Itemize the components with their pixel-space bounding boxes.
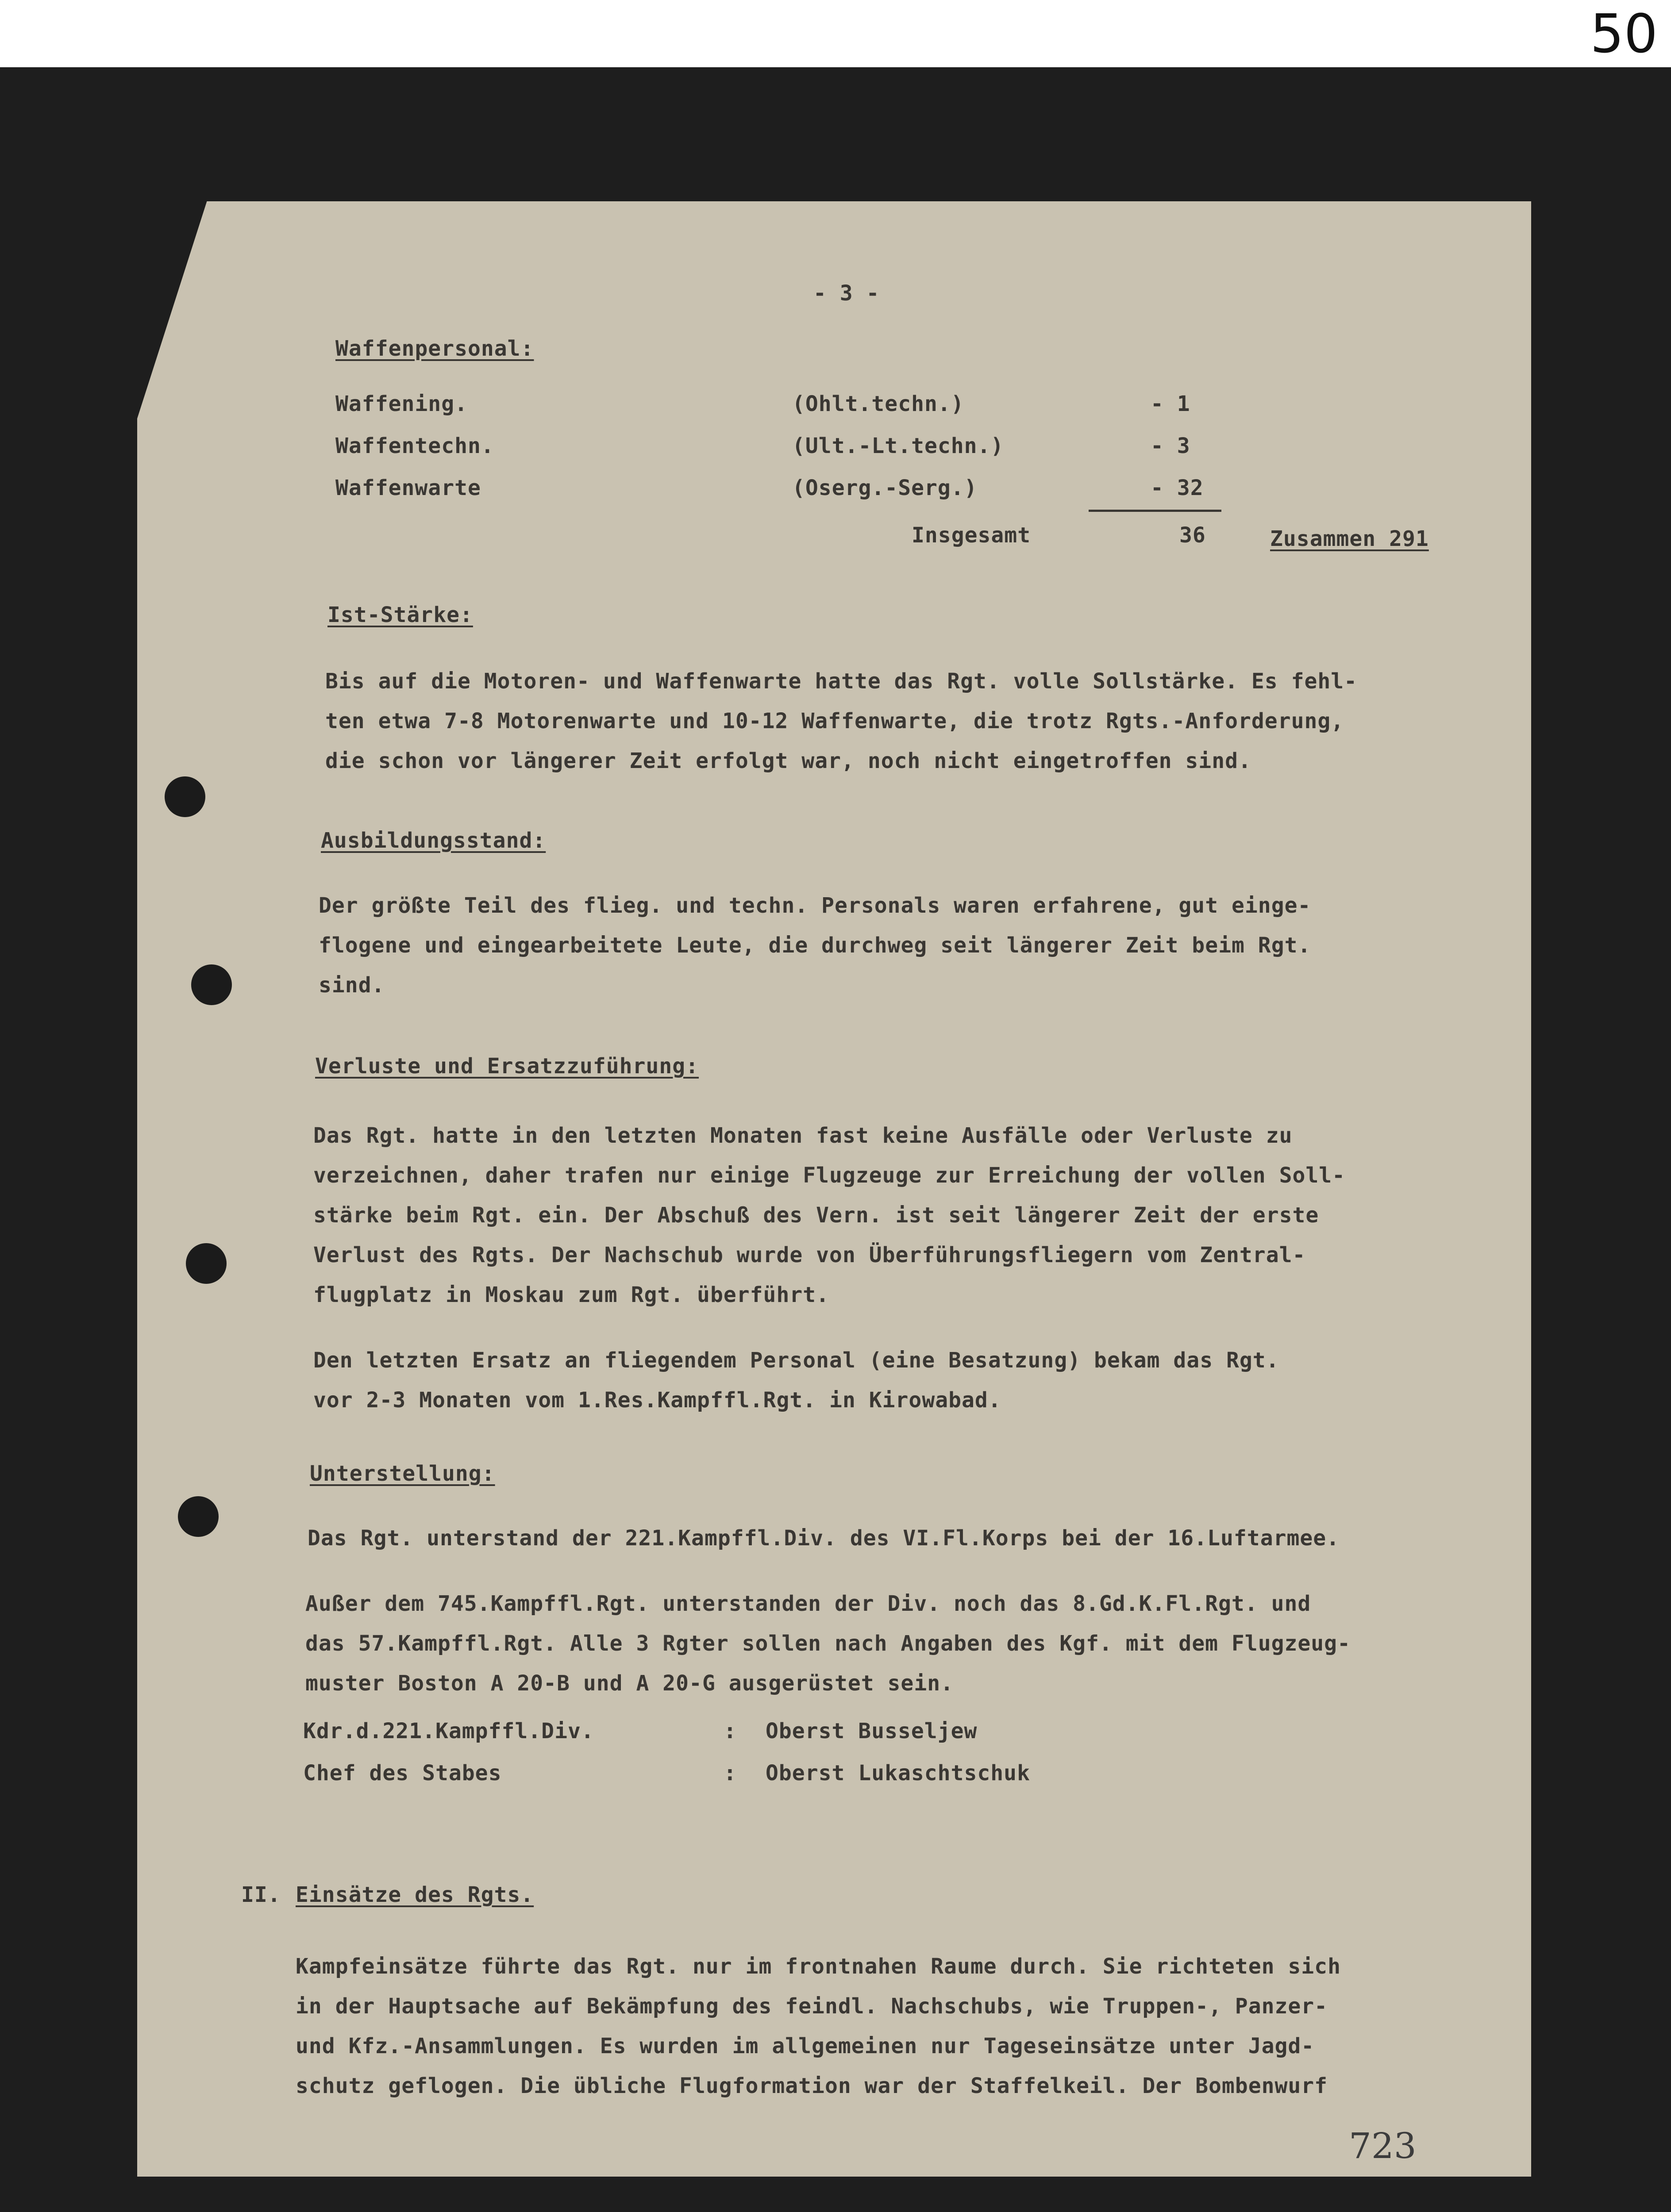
waffen-rank: (Ult.-Lt.techn.) — [792, 434, 1004, 458]
page-header: - 3 - — [813, 281, 880, 306]
unterstellung-text-2 — [305, 1584, 1351, 1703]
ist-staerke-text — [325, 661, 1357, 781]
punch-hole — [186, 1243, 227, 1284]
sum-total: Zusammen 291 — [1270, 526, 1429, 551]
text-line: Der größte Teil des flieg. und techn. Personals waren erfahrene, gut einge- — [319, 893, 1311, 918]
waffenpersonal-heading: Waffenpersonal: — [335, 336, 534, 361]
text-line: schutz geflogen. Die übliche Flugformation war der Staffelkeil. Der Bombenwurf — [296, 2074, 1328, 2098]
waffen-count: - 32 — [1151, 476, 1204, 500]
waffen-role: Waffentechn. — [335, 434, 494, 458]
unterstellung-text — [308, 1518, 1340, 1558]
ausbildung-heading: Ausbildungsstand: — [321, 828, 546, 853]
verluste-text-2 — [313, 1340, 1279, 1420]
text-line: flogene und eingearbeitete Leute, die durchweg seit längerer Zeit beim Rgt. — [319, 933, 1311, 958]
text-line: in der Hauptsache auf Bekämpfung des feindl. Nachschubs, wie Truppen-, Panzer- — [296, 1994, 1328, 2019]
text-line: das 57.Kampffl.Rgt. Alle 3 Rgter sollen nach Angaben des Kgf. mit dem Flugzeug- — [305, 1631, 1351, 1656]
waffen-count: - 1 — [1151, 392, 1190, 416]
text-line: Den letzten Ersatz an fliegendem Personal (eine Besatzung) bekam das Rgt. — [313, 1348, 1279, 1373]
top-bar — [0, 0, 1671, 67]
einsaetze-text — [296, 1947, 1341, 2106]
text-line: sind. — [319, 973, 385, 998]
person-role: Chef des Stabes — [303, 1761, 502, 1786]
text-line: Das Rgt. unterstand der 221.Kampffl.Div. des VI.Fl.Korps bei der 16.Luftarmee. — [308, 1526, 1340, 1551]
text-line: vor 2-3 Monaten vom 1.Res.Kampffl.Rgt. in Kirowabad. — [313, 1388, 1001, 1413]
person-name: Oberst Busseljew — [766, 1719, 978, 1743]
person-role: Kdr.d.221.Kampffl.Div. — [303, 1719, 594, 1743]
waffen-role: Waffenwarte — [335, 476, 481, 500]
text-line: muster Boston A 20-B und A 20-G ausgerüstet sein. — [305, 1671, 954, 1696]
einsaetze-heading: Einsätze des Rgts. — [296, 1882, 534, 1907]
person-separator: : — [724, 1719, 737, 1743]
waffen-count: - 3 — [1151, 434, 1190, 458]
text-line: Außer dem 745.Kampffl.Rgt. unterstanden der Div. noch das 8.Gd.K.Fl.Rgt. und — [305, 1591, 1311, 1616]
verluste-text — [313, 1116, 1345, 1315]
ist-staerke-heading: Ist-Stärke: — [327, 603, 473, 627]
text-line: die schon vor längerer Zeit erfolgt war, noch nicht eingetroffen sind. — [325, 749, 1251, 773]
sum-rule — [1089, 510, 1221, 512]
waffen-rank: (Ohlt.techn.) — [792, 392, 964, 416]
text-line: und Kfz.-Ansammlungen. Es wurden im allgemeinen nur Tageseinsätze unter Jagd- — [296, 2034, 1315, 2058]
text-line: ten etwa 7-8 Motorenwarte und 10-12 Waffenwarte, die trotz Rgts.-Anforderung, — [325, 709, 1344, 733]
ausbildung-text — [319, 886, 1311, 1005]
text-line: flugplatz in Moskau zum Rgt. überführt. — [313, 1283, 830, 1307]
total-value: 36 — [1179, 523, 1206, 548]
verluste-heading: Verluste und Ersatzzuführung: — [315, 1054, 699, 1079]
person-name: Oberst Lukaschtschuk — [766, 1761, 1030, 1786]
person-separator: : — [724, 1761, 737, 1786]
punch-hole — [191, 964, 232, 1005]
text-line: verzeichnen, daher trafen nur einige Flugzeuge zur Erreichung der vollen Soll- — [313, 1163, 1346, 1188]
total-label: Insgesamt — [912, 523, 1031, 548]
scan-page-number: 50 — [1590, 4, 1658, 65]
text-line: Kampfeinsätze führte das Rgt. nur im frontnahen Raume durch. Sie richteten sich — [296, 1954, 1341, 1979]
punch-hole — [178, 1496, 219, 1537]
punch-hole — [165, 776, 205, 817]
text-line: stärke beim Rgt. ein. Der Abschuß des Vern. ist seit längerer Zeit der erste — [313, 1203, 1319, 1228]
waffen-rank: (Oserg.-Serg.) — [792, 476, 978, 500]
waffen-role: Waffening. — [335, 392, 468, 416]
section-numeral: II. — [241, 1882, 281, 1907]
text-line: Verlust des Rgts. Der Nachschub wurde von Überführungsfliegern vom Zentral- — [313, 1243, 1306, 1267]
text-line: Bis auf die Motoren- und Waffenwarte hatte das Rgt. volle Sollstärke. Es fehl- — [325, 669, 1358, 694]
text-line: Das Rgt. hatte in den letzten Monaten fast keine Ausfälle oder Verluste zu — [313, 1123, 1293, 1148]
archive-stamp-number: 723 — [1349, 2125, 1417, 2166]
unterstellung-heading: Unterstellung: — [310, 1461, 495, 1486]
